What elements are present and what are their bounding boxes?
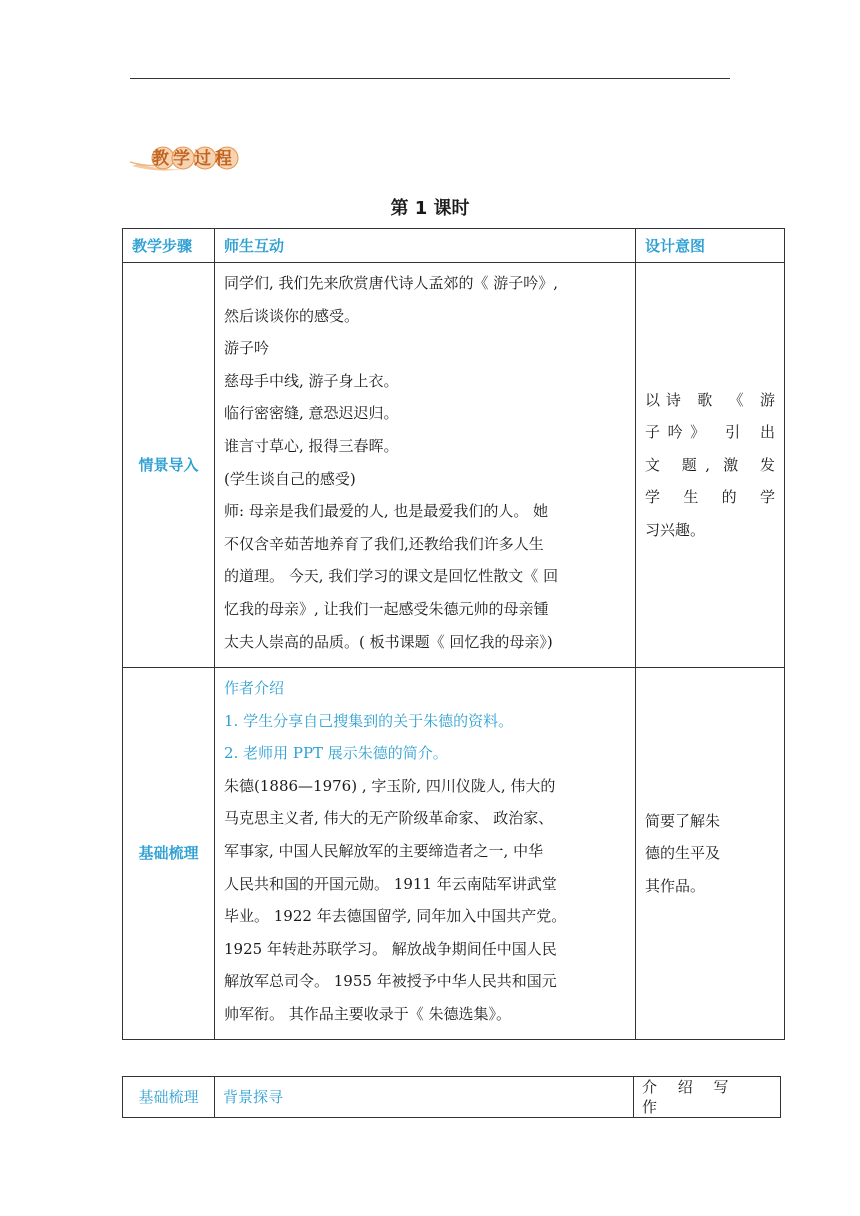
text-line: 然后谈谈你的感受。: [224, 306, 360, 325]
table-row: [123, 263, 785, 668]
intent-line: 学 生 的 学: [645, 488, 775, 507]
poem-line: 临行密密缝, 意恐迟迟归。: [224, 404, 399, 423]
interaction-cell: 背景探寻: [215, 1077, 634, 1118]
table-row: [123, 1077, 781, 1118]
step-cell: 基础梳理: [123, 1077, 215, 1118]
text-line: 太夫人崇高的品质。( 板书课题《 回忆我的母亲》): [224, 632, 553, 651]
text-line: 军事家, 中国人民解放军的主要缔造者之一, 中华: [224, 841, 544, 860]
lesson-table: [122, 228, 785, 1040]
intent-cell: [636, 668, 785, 1040]
section-heading: 作者介绍: [224, 679, 285, 697]
section-badge: [130, 144, 242, 174]
text-line: 师: 母亲是我们最爱的人, 也是最爱我们的人。 她: [224, 502, 549, 521]
text-line: 同学们, 我们先来欣赏唐代诗人孟郊的《 游子吟》,: [224, 274, 559, 292]
poem-line: 慈母手中线, 游子身上衣。: [224, 371, 399, 390]
text-line: 忆我的母亲》, 让我们一起感受朱德元帅的母亲锺: [224, 599, 549, 618]
lesson-title: 第 1 课时: [390, 198, 470, 219]
intent-line: 其作品。: [645, 876, 706, 895]
step-cell: 情景导入: [123, 263, 215, 668]
header-interaction: 师生互动: [215, 229, 636, 263]
badge-label: 教学过程: [152, 149, 236, 169]
header-step: 教学步骤: [123, 229, 215, 263]
text-line: 1925 年转赴苏联学习。 解放战争期间任中国人民: [224, 939, 557, 958]
continuation-table: [122, 1076, 781, 1118]
text-line: 人民共和国的开国元勋。 1911 年云南陆军讲武堂: [224, 874, 557, 893]
poem-title: 游子吟: [224, 339, 270, 358]
text-line: 的道理。 今天, 我们学习的课文是回忆性散文《 回: [224, 567, 559, 586]
table-row: [123, 668, 785, 1040]
text-line: 朱德(1886—1976) , 字玉阶, 四川仪陇人, 伟大的: [224, 776, 556, 795]
text-line: 解放军总司令。 1955 年被授予中华人民共和国元: [224, 972, 557, 991]
text-line: 马克思主义者, 伟大的无产阶级革命家、 政治家、: [224, 809, 554, 828]
intent-cell: 介 绍 写 作: [634, 1077, 781, 1118]
text-line: (学生谈自己的感受): [224, 469, 356, 488]
step-cell: 基础梳理: [123, 668, 215, 1040]
text-line: 不仅含辛茹苦地养育了我们,还教给我们许多人生: [224, 534, 544, 553]
intent-line: 德的生平及: [645, 844, 721, 863]
intent-line: 以诗 歌 《 游: [645, 390, 775, 409]
intent-line: 子吟》 引 出: [645, 423, 775, 442]
poem-line: 谁言寸草心, 报得三春晖。: [224, 436, 399, 455]
text-line: 帅军衔。 其作品主要收录于《 朱德选集》。: [224, 1004, 512, 1023]
intent-cell: [636, 263, 785, 668]
interaction-cell: [215, 668, 636, 1040]
header-intent: 设计意图: [636, 229, 785, 263]
interaction-cell: [215, 263, 636, 668]
header-rule: [130, 78, 730, 79]
table-header-row: [123, 229, 785, 263]
intent-line: 习兴趣。: [645, 520, 706, 539]
intent-line: 简要了解朱: [645, 811, 721, 830]
activity-line: 2. 老师用 PPT 展示朱德的简介。: [224, 744, 448, 763]
text-line: 毕业。 1922 年去德国留学, 同年加入中国共产党。: [224, 907, 567, 926]
activity-line: 1. 学生分享自己搜集到的关于朱德的资料。: [224, 711, 514, 730]
intent-line: 文 题, 激 发: [645, 455, 775, 474]
